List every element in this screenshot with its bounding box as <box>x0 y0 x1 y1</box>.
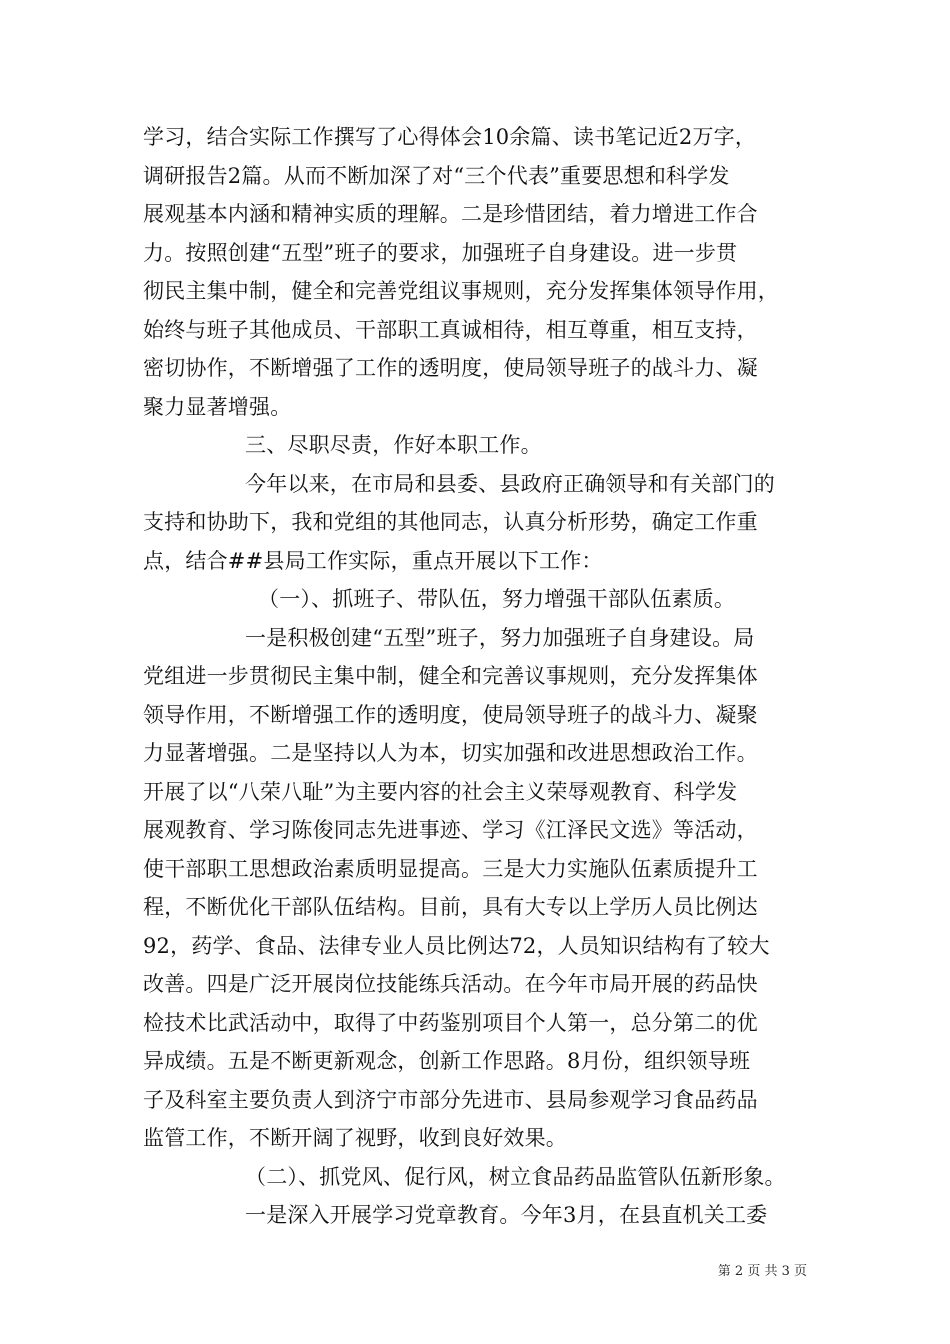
text-line: 一是深入开展学习党章教育。今年3月，在县直机关工委 <box>245 1203 768 1227</box>
text-line: 点，结合##县局工作实际，重点开展以下工作： <box>143 548 603 573</box>
text-line: 监管工作，不断开阔了视野，收到良好效果。 <box>143 1126 567 1150</box>
text-line: 开展了以“八荣八耻”为主要内容的社会主义荣辱观教育、科学发 <box>143 779 738 804</box>
text-line: 使干部职工思想政治素质明显提高。三是大力实施队伍素质提升工 <box>143 856 758 881</box>
text-line: 展观基本内涵和精神实质的理解。二是珍惜团结，着力增进工作合 <box>143 202 758 226</box>
text-line: 展观教育、学习陈俊同志先进事迹、学习《江泽民文选》等活动， <box>143 818 758 842</box>
text-line: 力显著增强。二是坚持以人为本，切实加强和改进思想政治工作。 <box>143 741 758 765</box>
text-line: 92，药学、食品、法律专业人员比例达72，人员知识结构有了较大 <box>143 933 770 958</box>
page-number-footer: 第 2 页 共 3 页 <box>717 1264 807 1279</box>
text-line: 学习，结合实际工作撰写了心得体会10余篇、读书笔记近2万字， <box>143 125 757 149</box>
text-line: 改善。四是广泛开展岗位技能练兵活动。在今年市局开展的药品快 <box>143 972 758 996</box>
text-line: 始终与班子其他成员、干部职工真诚相待，相互尊重，相互支持， <box>143 317 758 342</box>
text-line: 子及科室主要负责人到济宁市部分先进市、县局参观学习食品药品 <box>143 1087 758 1112</box>
section-heading: 三、尽职尽责，作好本职工作。 <box>245 433 542 457</box>
text-line: 彻民主集中制，健全和完善党组议事规则，充分发挥集体领导作用， <box>143 279 779 303</box>
text-line: 异成绩。五是不断更新观念，创新工作思路。8月份，组织领导班 <box>143 1049 751 1073</box>
text-line: 支持和协助下，我和党组的其他同志，认真分析形势，确定工作重 <box>143 510 758 534</box>
text-line: 聚力显著增强。 <box>143 394 292 419</box>
text-line: 一是积极创建“五型”班子，努力加强班子自身建设。局 <box>245 625 755 650</box>
text-line: 领导作用，不断增强工作的透明度，使局领导班子的战斗力、凝聚 <box>143 702 758 727</box>
text-line: 今年以来，在市局和县委、县政府正确领导和有关部门的 <box>245 471 775 496</box>
subsection-heading: （一）、抓班子、带队伍，努力增强干部队伍素质。 <box>258 587 736 611</box>
text-line: 力。按照创建“五型”班子的要求，加强班子自身建设。进一步贯 <box>143 240 738 265</box>
subsection-heading: （二）、抓党风、促行风，树立食品药品监管队伍新形象。 <box>245 1164 786 1189</box>
text-line: 调研报告2篇。从而不断加深了对“三个代表”重要思想和科学发 <box>143 163 730 188</box>
text-line: 程，不断优化干部队伍结构。目前，具有大专以上学历人员比例达 <box>143 895 758 919</box>
text-line: 密切协作，不断增强了工作的透明度，使局领导班子的战斗力、凝 <box>143 356 758 380</box>
text-line: 检技术比武活动中，取得了中药鉴别项目个人第一，总分第二的优 <box>143 1010 758 1035</box>
text-line: 党组进一步贯彻民主集中制，健全和完善议事规则，充分发挥集体 <box>143 664 758 688</box>
body-text <box>143 118 813 1235</box>
